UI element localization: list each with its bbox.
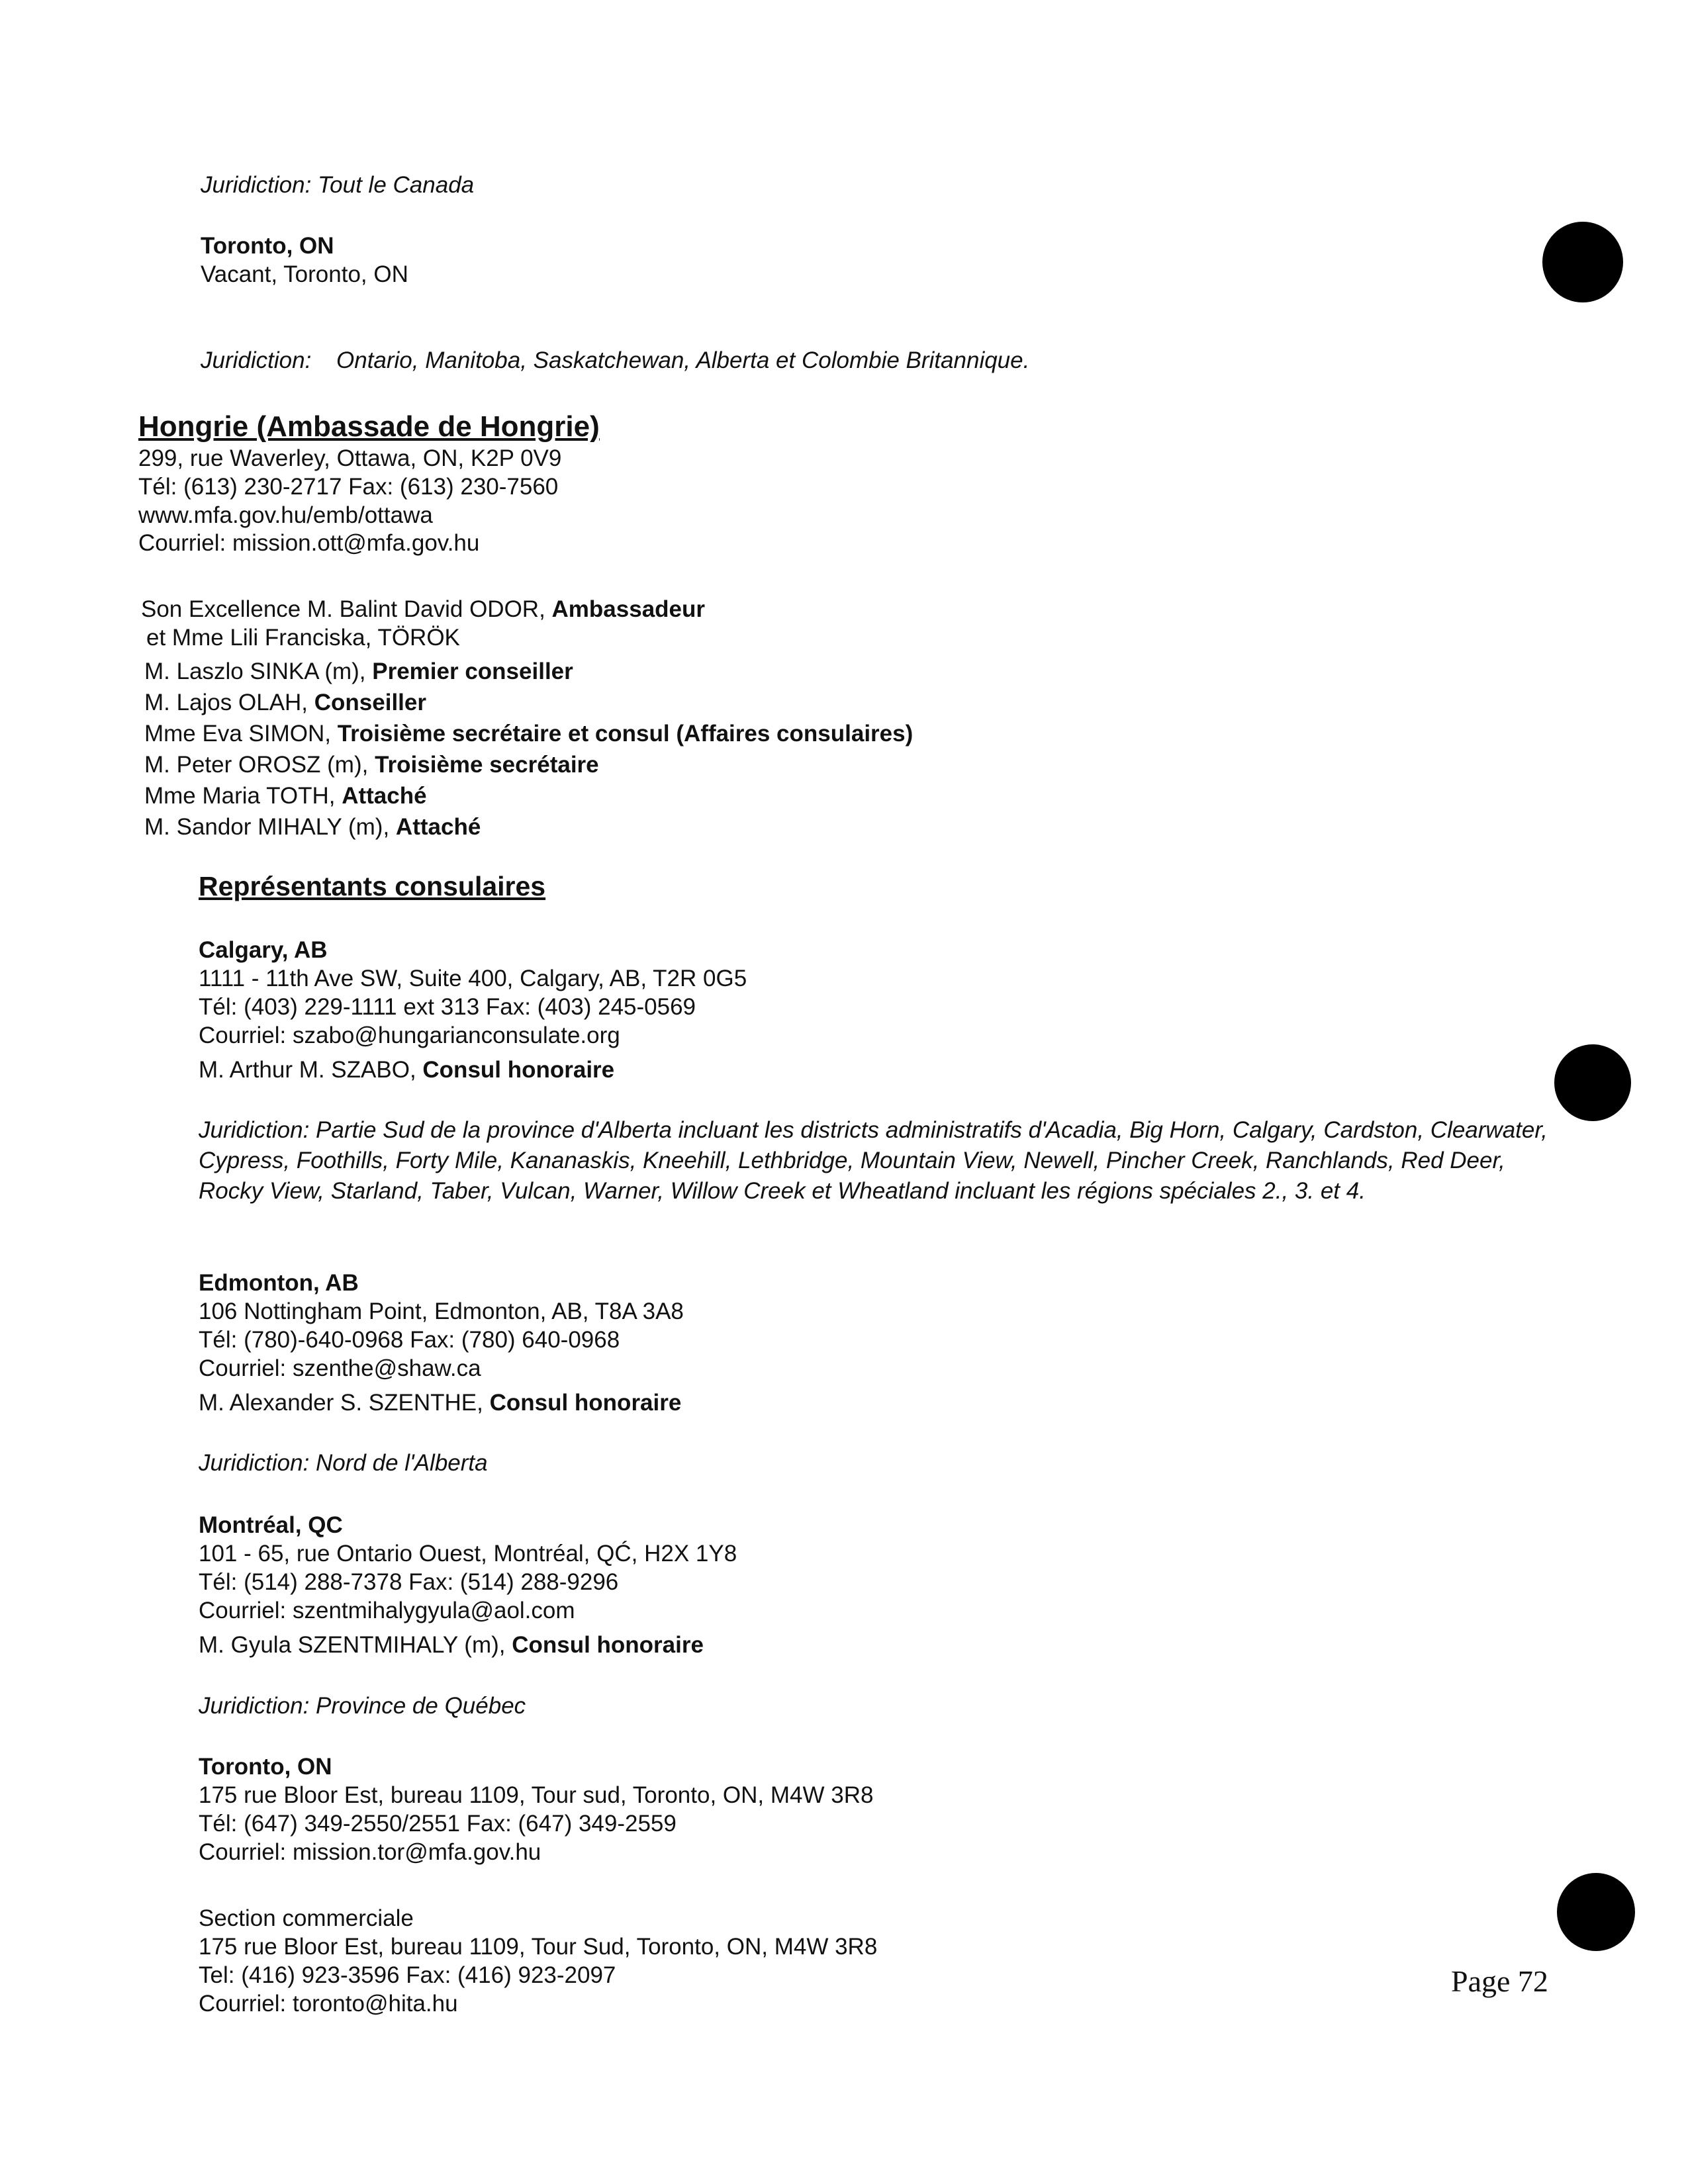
edmonton-role: Consul honoraire [489,1390,682,1416]
calgary-email: Courriel: szabo@hungarianconsulate.org [199,1023,620,1048]
commercial-email: Courriel: toronto@hita.hu [199,1991,458,2017]
staff-name: M. Sandor MIHALY (m), [144,814,396,840]
calgary-phone: Tél: (403) 229-1111 ext 313 Fax: (403) 245-0569 [199,994,696,1020]
commercial-address: 175 rue Bloor Est, bureau 1109, Tour Sud, Toronto, ON, M4W 3R8 [199,1934,878,1960]
calgary-role: Consul honoraire [422,1057,615,1083]
edmonton-phone: Tél: (780)-640-0968 Fax: (780) 640-0968 [199,1327,620,1353]
staff-row [144,689,426,717]
punch-hole-icon [1554,1044,1631,1121]
edmonton-city: Edmonton, AB [199,1270,359,1296]
montreal-email: Courriel: szentmihalygyula@aol.com [199,1598,575,1623]
punch-hole-icon [1557,1873,1635,1951]
staff-name: Mme Maria TOTH, [144,783,342,809]
juridiction-canada: Juridiction: Tout le Canada [201,172,475,198]
edmonton-juridiction: Juridiction: Nord de l'Alberta [199,1450,488,1476]
toronto-vacant: Vacant, Toronto, ON [201,261,408,287]
calgary-juridiction: Juridiction: Partie Sud de la province d'Alberta incluant les districts administratifs d'Acadia, Big Horn, Calgary, Cardston, Clearwater, Cypress, Foothills, Forty Mile, Kananaskis, Kneehill, Lethbridge, Mountain View, Newell, Pincher Creek, Ranchlands, Red Deer, Rocky View, Starland, Taber, Vulcan, Warner, Willow Creek et Wheatland incluant les régions spéciales 2., 3. et 4. [199,1117,1548,1204]
toronto-heading: Toronto, ON [201,233,334,259]
staff-title: Premier conseiller [372,659,573,684]
staff-name: Mme Eva SIMON, [144,721,338,747]
embassy-title: Hongrie (Ambassade de Hongrie) [138,410,600,443]
montreal-address: 101 - 65, rue Ontario Ouest, Montréal, QĆ, H2X 1Y8 [199,1541,737,1567]
staff-name: et Mme Lili Franciska, TÖRÖK [146,625,460,651]
staff-row [144,658,573,686]
staff-name: M. Peter OROSZ (m), [144,752,375,778]
staff-name: M. Laszlo SINKA (m), [144,659,373,684]
montreal-person: M. Gyula SZENTMIHALY (m), [199,1632,512,1658]
montreal-city: Montréal, QC [199,1512,343,1538]
staff-title: Attaché [395,814,481,840]
calgary-city: Calgary, AB [199,937,328,963]
staff-row [144,813,481,841]
toronto-consulate-address: 175 rue Bloor Est, bureau 1109, Tour sud, Toronto, ON, M4W 3R8 [199,1782,874,1808]
staff-title: Troisième secrétaire [375,752,599,778]
toronto-consulate-city: Toronto, ON [199,1754,332,1780]
embassy-email: Courriel: mission.ott@mfa.gov.hu [138,530,480,556]
punch-hole-icon [1542,222,1623,302]
commercial-label: Section commerciale [199,1905,414,1931]
edmonton-consul [199,1389,681,1417]
montreal-consul [199,1631,704,1659]
staff-name: M. Lajos OLAH, [144,690,314,715]
edmonton-person: M. Alexander S. SZENTHE, [199,1390,490,1416]
page-number: Page 72 [1451,1964,1548,1998]
calgary-person: M. Arthur M. SZABO, [199,1057,423,1083]
montreal-phone: Tél: (514) 288-7378 Fax: (514) 288-9296 [199,1569,619,1595]
calgary-address: 1111 - 11th Ave SW, Suite 400, Calgary, AB, T2R 0G5 [199,966,747,991]
staff-row [146,624,460,652]
edmonton-address: 106 Nottingham Point, Edmonton, AB, T8A 3A8 [199,1298,684,1324]
montreal-juridiction: Juridiction: Province de Québec [199,1693,526,1719]
staff-name: Son Excellence M. Balint David ODOR, [141,596,552,622]
calgary-consul [199,1056,614,1084]
embassy-phone: Tél: (613) 230-2717 Fax: (613) 230-7560 [138,474,559,500]
staff-row [144,782,427,810]
juridiction-label: Juridiction: [201,347,312,373]
toronto-consulate-phone: Tél: (647) 349-2550/2551 Fax: (647) 349-2559 [199,1811,677,1837]
staff-row [144,751,599,779]
consular-heading: Représentants consulaires [199,871,546,901]
embassy-web: www.mfa.gov.hu/emb/ottawa [138,502,433,528]
juridiction-provinces: Ontario, Manitoba, Saskatchewan, Alberta et Colombie Britannique. [336,347,1030,373]
staff-row [141,596,705,623]
staff-title: Conseiller [314,690,426,715]
montreal-role: Consul honoraire [512,1632,704,1658]
staff-title: Troisième secrétaire et consul (Affaires consulaires) [337,721,914,747]
staff-row [144,720,913,748]
staff-title: Ambassadeur [551,596,705,622]
toronto-consulate-email: Courriel: mission.tor@mfa.gov.hu [199,1839,541,1865]
edmonton-email: Courriel: szenthe@shaw.ca [199,1355,481,1381]
staff-title: Attaché [342,783,427,809]
commercial-phone: Tel: (416) 923-3596 Fax: (416) 923-2097 [199,1962,616,1988]
embassy-address: 299, rue Waverley, Ottawa, ON, K2P 0V9 [138,445,562,471]
